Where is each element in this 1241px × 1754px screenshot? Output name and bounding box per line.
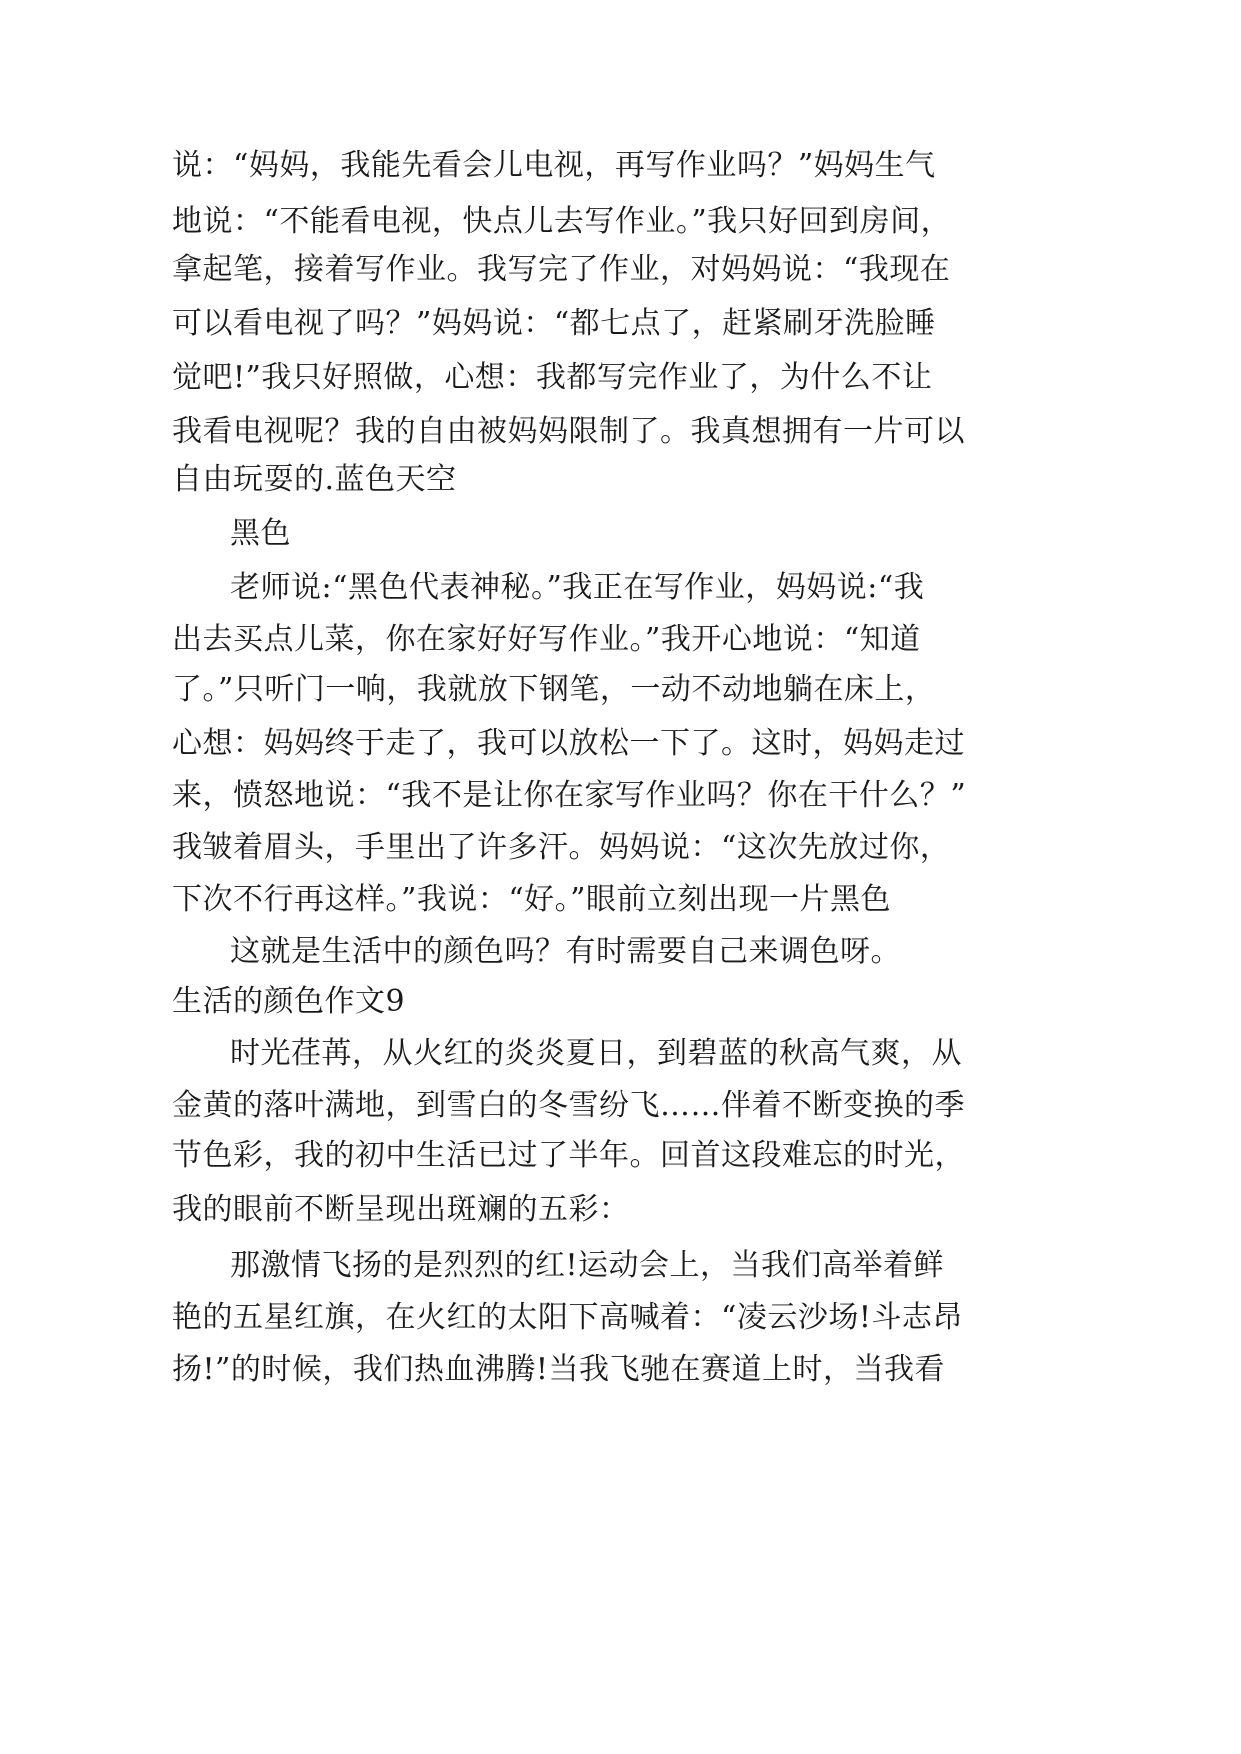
article-title: 生活的颜色作文9 <box>172 984 406 1019</box>
text-line: 了。”只听门一响，我就放下钢笔，一动不动地躺在床上， <box>172 672 936 707</box>
text-line: 这就是生活中的颜色吗？有时需要自己来调色呀。 <box>230 934 901 969</box>
text-line: 说：“妈妈，我能先看会儿电视，再写作业吗？”妈妈生气 <box>172 148 936 183</box>
section-heading: 黑色 <box>230 516 291 551</box>
text-line: 心想：妈妈终于走了，我可以放松一下了。这时，妈妈走过 <box>172 726 965 761</box>
text-line: 我的眼前不断呈现出斑斓的五彩： <box>172 1192 630 1227</box>
text-line: 觉吧!”我只好照做，心想：我都写完作业了，为什么不让 <box>172 360 933 395</box>
text-line: 老师说:“黑色代表神秘。”我正在写作业，妈妈说:“我 <box>230 570 925 605</box>
text-line: 时光荏苒，从火红的炎炎夏日，到碧蓝的秋高气爽，从 <box>230 1036 962 1071</box>
text-line: 出去买点儿菜，你在家好好写作业。”我开心地说：“知道 <box>172 622 921 657</box>
text-line: 金黄的落叶满地，到雪白的冬雪纷飞……伴着不断变换的季 <box>172 1088 965 1123</box>
text-line: 我皱着眉头，手里出了许多汗。妈妈说：“这次先放过你， <box>172 830 951 865</box>
text-line: 那激情飞扬的是烈烈的红!运动会上，当我们高举着鲜 <box>230 1248 945 1283</box>
text-line: 节色彩，我的初中生活已过了半年。回首这段难忘的时光， <box>172 1138 965 1173</box>
text-line: 我看电视呢？我的自由被妈妈限制了。我真想拥有一片可以 <box>172 414 965 449</box>
text-line: 可以看电视了吗？”妈妈说：“都七点了，赶紧刷牙洗脸睡 <box>172 306 936 341</box>
text-line: 来，愤怒地说：“我不是让你在家写作业吗？你在干什么？” <box>172 778 967 813</box>
text-line: 下次不行再这样。”我说：“好。”眼前立刻出现一片黑色 <box>172 882 892 917</box>
text-line: 扬!”的时候，我们热血沸腾!当我飞驰在赛道上时，当我看 <box>172 1352 945 1387</box>
text-line: 艳的五星红旗，在火红的太阳下高喊着：“凌云沙场!斗志昂 <box>172 1300 963 1335</box>
text-line: 拿起笔，接着写作业。我写完了作业，对妈妈说：“我现在 <box>172 252 951 287</box>
text-line: 自由玩耍的.蓝色天空 <box>172 462 457 497</box>
text-line: 地说：“不能看电视，快点儿去写作业。”我只好回到房间， <box>172 204 952 239</box>
